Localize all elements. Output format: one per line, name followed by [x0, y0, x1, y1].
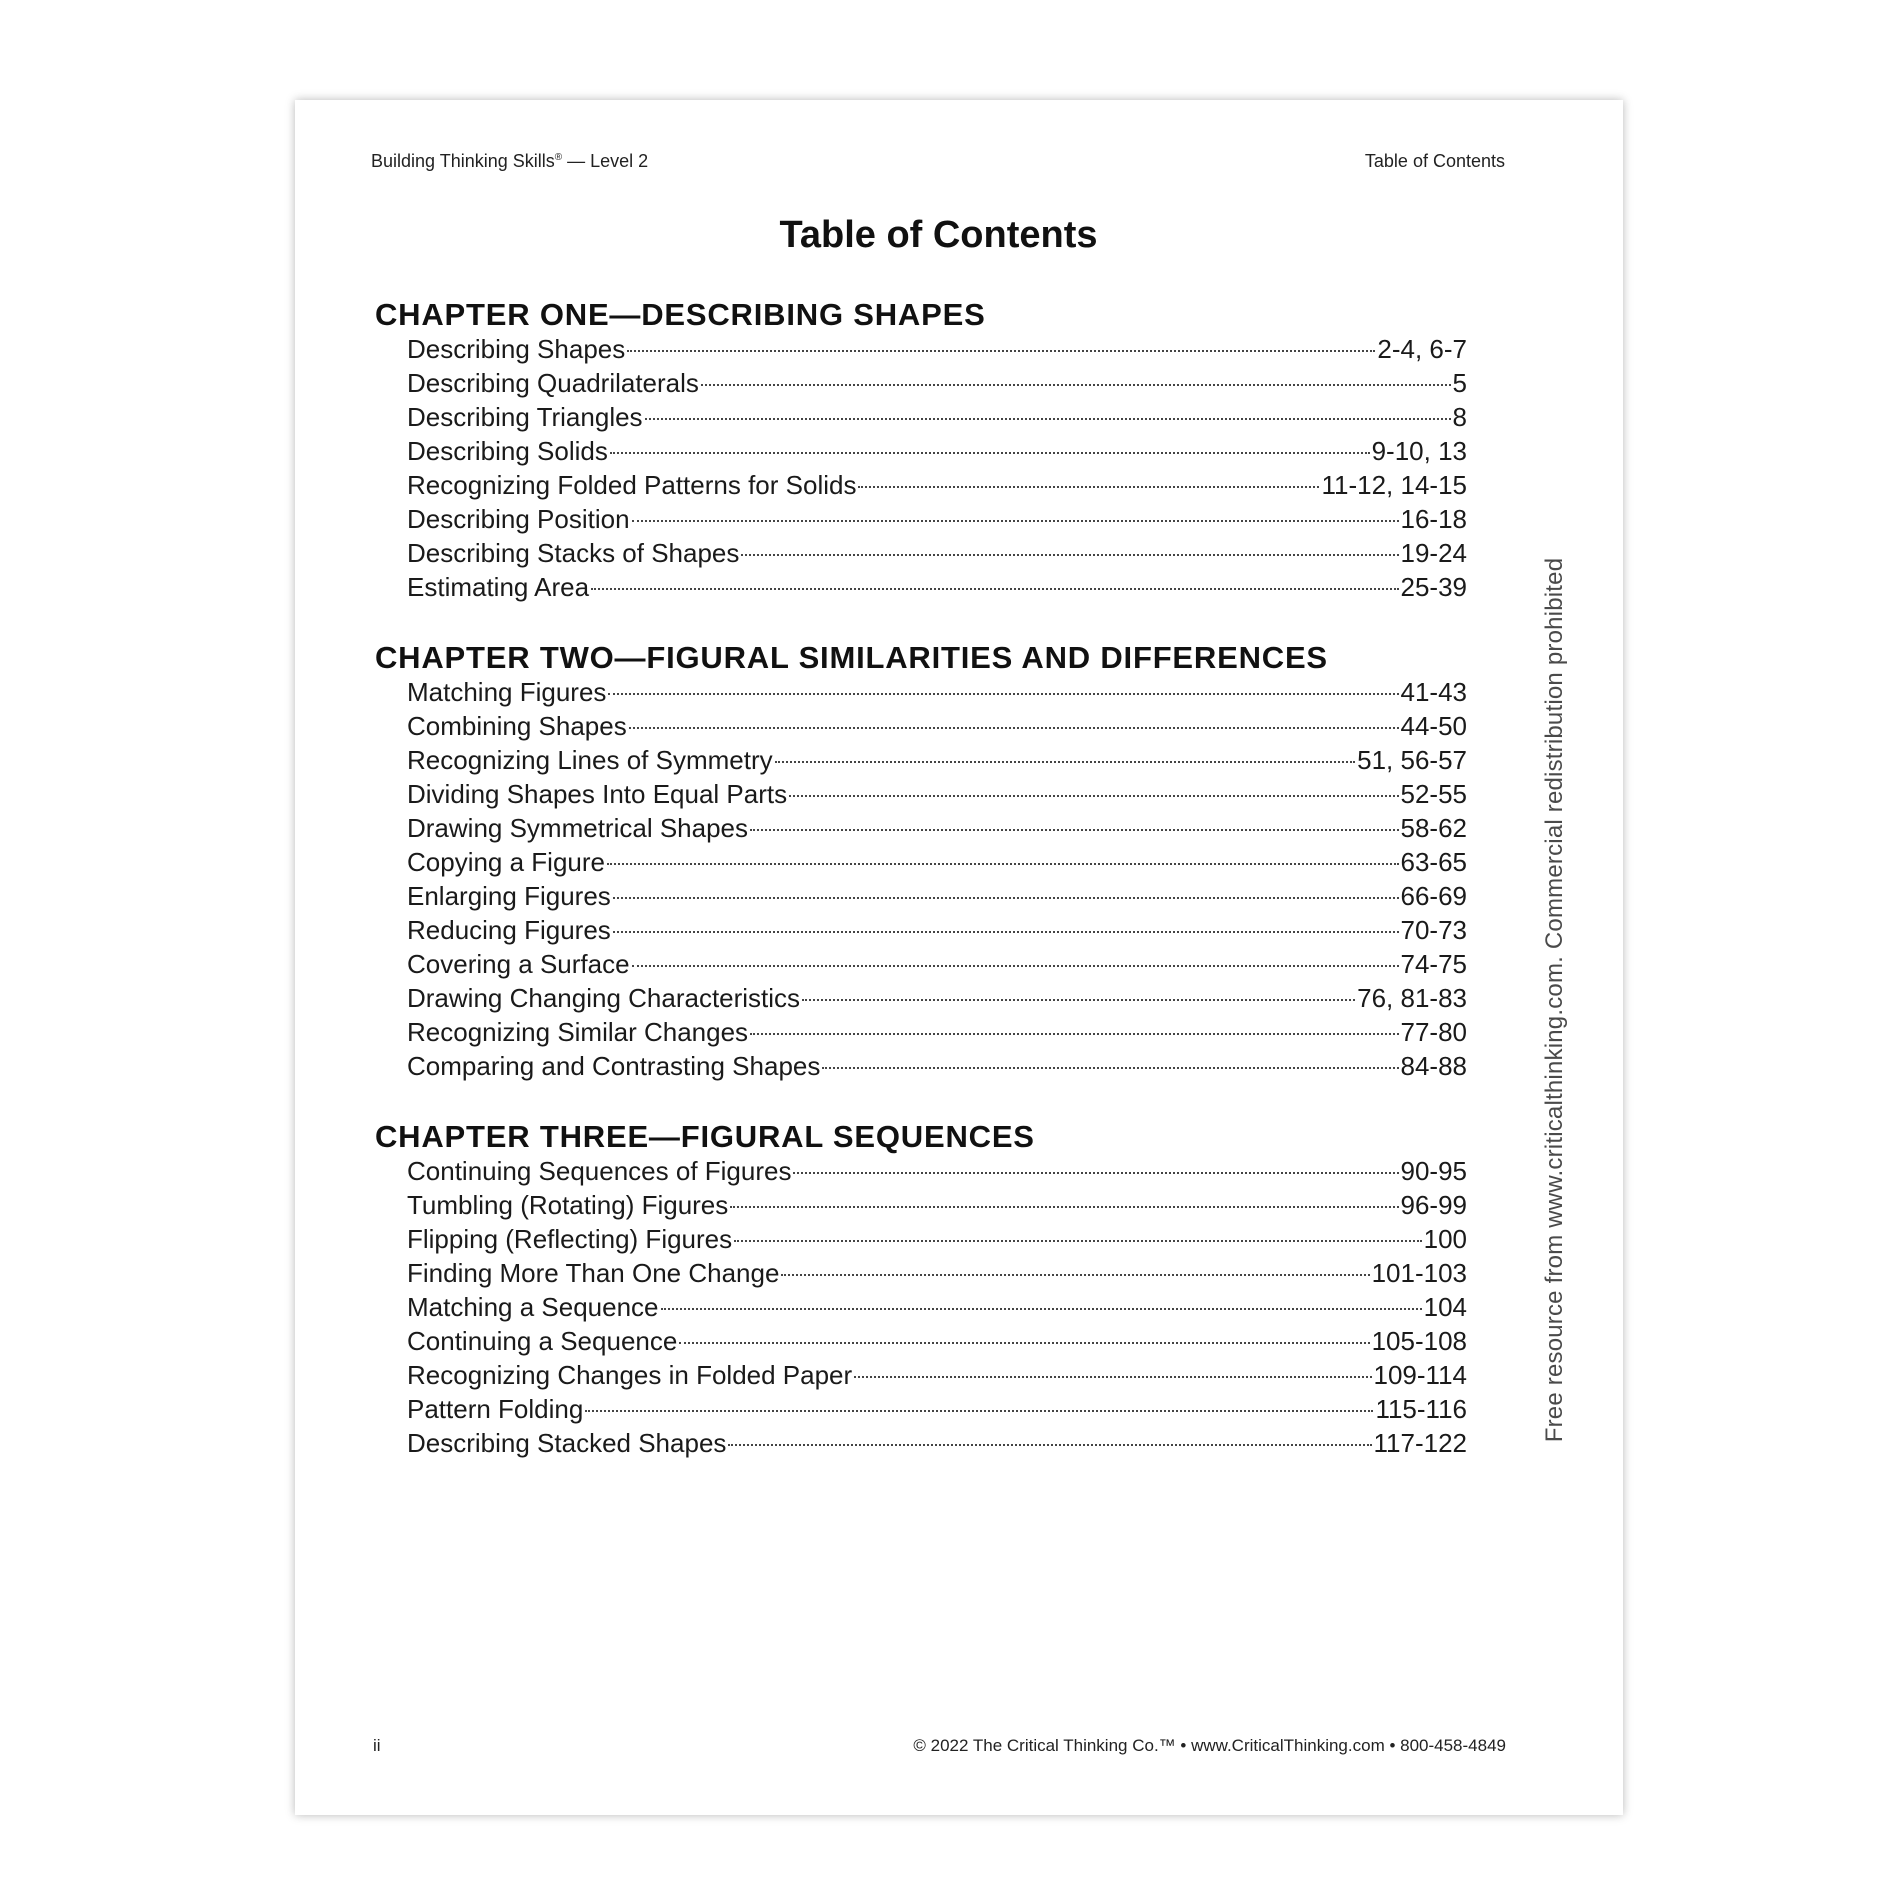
dot-leader	[585, 1407, 1373, 1412]
dot-leader	[632, 962, 1399, 967]
toc-entry	[407, 981, 1467, 1015]
toc-entry-pages: 41-43	[1400, 677, 1467, 707]
chapter-title: CHAPTER THREE—FIGURAL SEQUENCES	[375, 1119, 1035, 1154]
toc-entry-label: Flipping (Reflecting) Figures	[407, 1224, 733, 1254]
toc-entry-label: Matching Figures	[407, 677, 607, 707]
toc-entry-label: Copying a Figure	[407, 847, 605, 877]
dot-leader	[793, 1169, 1398, 1174]
dot-leader	[610, 449, 1370, 454]
toc-entry-label: Describing Stacked Shapes	[407, 1428, 727, 1458]
toc-entry-label: Comparing and Contrasting Shapes	[407, 1051, 821, 1081]
toc-entry-label: Continuing Sequences of Figures	[407, 1156, 792, 1186]
running-header-left: Building Thinking Skills® — Level 2	[371, 151, 649, 171]
toc-entry	[407, 400, 1467, 434]
toc-entry-pages: 25-39	[1400, 572, 1467, 602]
toc-entry-pages: 2-4, 6-7	[1377, 334, 1467, 364]
toc-entry-pages: 70-73	[1400, 915, 1467, 945]
dot-leader	[802, 996, 1355, 1001]
toc-entry-label: Covering a Surface	[407, 949, 630, 979]
dot-leader	[858, 483, 1319, 488]
toc-entry-label: Describing Shapes	[407, 334, 626, 364]
toc-entry	[407, 502, 1467, 536]
toc-entry-pages: 96-99	[1400, 1190, 1467, 1220]
toc-entry-label: Estimating Area	[407, 572, 590, 602]
document-page	[295, 100, 1623, 1815]
toc-entry	[407, 536, 1467, 570]
dot-leader	[789, 792, 1398, 797]
dot-leader	[613, 928, 1399, 933]
dot-leader	[822, 1064, 1398, 1069]
toc-entry	[407, 1358, 1467, 1392]
toc-entry-label: Recognizing Changes in Folded Paper	[407, 1360, 853, 1390]
toc-entry-pages: 66-69	[1400, 881, 1467, 911]
dot-leader	[781, 1271, 1369, 1276]
toc-entry-label: Describing Stacks of Shapes	[407, 538, 740, 568]
dot-leader	[632, 517, 1399, 522]
toc-entry-pages: 52-55	[1400, 779, 1467, 809]
toc-entry-pages: 84-88	[1400, 1051, 1467, 1081]
toc-entry-label: Reducing Figures	[407, 915, 611, 945]
toc-entry-pages: 104	[1423, 1292, 1467, 1322]
chapter-title: CHAPTER ONE—DESCRIBING SHAPES	[375, 297, 986, 332]
toc-entry	[407, 879, 1467, 913]
toc-entry	[407, 845, 1467, 879]
toc-entry-pages: 115-116	[1375, 1394, 1467, 1424]
toc-entry-label: Tumbling (Rotating) Figures	[407, 1190, 729, 1220]
toc-entry	[407, 675, 1467, 709]
dot-leader	[613, 894, 1399, 899]
toc-entry	[407, 434, 1467, 468]
toc-entry	[407, 1324, 1467, 1358]
toc-entry-label: Describing Position	[407, 504, 630, 534]
toc-entry-pages: 44-50	[1400, 711, 1467, 741]
toc-entry	[407, 1015, 1467, 1049]
toc-entry-pages: 19-24	[1400, 538, 1467, 568]
toc-entry-label: Drawing Symmetrical Shapes	[407, 813, 749, 843]
toc-entry-label: Recognizing Folded Patterns for Solids	[407, 470, 857, 500]
toc-entry-pages: 117-122	[1373, 1428, 1467, 1458]
toc-entry-pages: 105-108	[1371, 1326, 1467, 1356]
dot-leader	[741, 551, 1398, 556]
dot-leader	[607, 860, 1399, 865]
toc-entry-pages: 9-10, 13	[1371, 436, 1467, 466]
page-number: ii	[373, 1736, 381, 1755]
toc-entry	[407, 1290, 1467, 1324]
chapter-section	[375, 1118, 1467, 1460]
toc-entry	[407, 1049, 1467, 1083]
toc-entry-label: Describing Quadrilaterals	[407, 368, 699, 398]
toc-entry-pages: 51, 56-57	[1357, 745, 1467, 775]
table-of-contents	[375, 296, 1467, 1495]
dot-leader	[728, 1441, 1371, 1446]
toc-entry	[407, 1154, 1467, 1188]
dot-leader	[661, 1305, 1422, 1310]
toc-entry	[407, 913, 1467, 947]
toc-entry-label: Recognizing Lines of Symmetry	[407, 745, 773, 775]
toc-entry	[407, 332, 1467, 366]
toc-entry-pages: 74-75	[1400, 949, 1467, 979]
toc-entry-label: Describing Triangles	[407, 402, 643, 432]
dot-leader	[629, 724, 1399, 729]
page-title: Table of Contents	[779, 214, 1098, 256]
toc-entry	[407, 743, 1467, 777]
dot-leader	[608, 690, 1398, 695]
toc-entry	[407, 1392, 1467, 1426]
toc-entry	[407, 570, 1467, 604]
toc-entry-label: Drawing Changing Characteristics	[407, 983, 801, 1013]
toc-entry-label: Dividing Shapes Into Equal Parts	[407, 779, 788, 809]
toc-entry-pages: 77-80	[1400, 1017, 1467, 1047]
toc-entry-pages: 100	[1423, 1224, 1467, 1254]
toc-entry	[407, 709, 1467, 743]
toc-entry-label: Continuing a Sequence	[407, 1326, 678, 1356]
toc-entry-pages: 90-95	[1400, 1156, 1467, 1186]
dot-leader	[750, 826, 1398, 831]
dot-leader	[645, 415, 1451, 420]
toc-entry	[407, 947, 1467, 981]
toc-entry-label: Pattern Folding	[407, 1394, 584, 1424]
toc-entry-label: Combining Shapes	[407, 711, 627, 741]
toc-entry-label: Matching a Sequence	[407, 1292, 659, 1322]
toc-entry-pages: 58-62	[1400, 813, 1467, 843]
chapter-section	[375, 296, 1467, 604]
toc-entry-label: Describing Solids	[407, 436, 608, 466]
dot-leader	[591, 585, 1398, 590]
toc-entry-label: Recognizing Similar Changes	[407, 1017, 749, 1047]
dot-leader	[775, 758, 1356, 763]
toc-entry	[407, 1222, 1467, 1256]
dot-leader	[730, 1203, 1398, 1208]
toc-entry-pages: 5	[1452, 368, 1467, 398]
toc-entry-pages: 11-12, 14-15	[1321, 470, 1467, 500]
toc-entry-pages: 109-114	[1373, 1360, 1467, 1390]
dot-leader	[750, 1030, 1398, 1035]
toc-entry-pages: 8	[1452, 402, 1467, 432]
chapter-title: CHAPTER TWO—FIGURAL SIMILARITIES AND DIFFERENCES	[375, 640, 1328, 675]
dot-leader	[734, 1237, 1421, 1242]
toc-entry	[407, 366, 1467, 400]
dot-leader	[627, 347, 1375, 352]
dot-leader	[854, 1373, 1371, 1378]
toc-entry	[407, 1426, 1467, 1460]
registered-mark: ®	[554, 152, 563, 163]
toc-entry	[407, 1256, 1467, 1290]
toc-entry-label: Enlarging Figures	[407, 881, 611, 911]
toc-entry-pages: 63-65	[1400, 847, 1467, 877]
toc-entry-pages: 16-18	[1400, 504, 1467, 534]
toc-entry	[407, 468, 1467, 502]
toc-entry-label: Finding More Than One Change	[407, 1258, 780, 1288]
toc-entry	[407, 811, 1467, 845]
copyright-footer: © 2022 The Critical Thinking Co.™ • www.CriticalThinking.com • 800-458-4849	[913, 1736, 1506, 1755]
dot-leader	[701, 381, 1451, 386]
toc-entry	[407, 1188, 1467, 1222]
toc-entry	[407, 777, 1467, 811]
dot-leader	[679, 1339, 1369, 1344]
running-header-right: Table of Contents	[1364, 151, 1505, 171]
toc-entry-pages: 101-103	[1371, 1258, 1467, 1288]
chapter-section	[375, 639, 1467, 1083]
redistribution-notice: Free resource from www.criticalthinking.com. Commercial redistribution prohibited	[1541, 557, 1568, 1443]
toc-entry-pages: 76, 81-83	[1357, 983, 1467, 1013]
